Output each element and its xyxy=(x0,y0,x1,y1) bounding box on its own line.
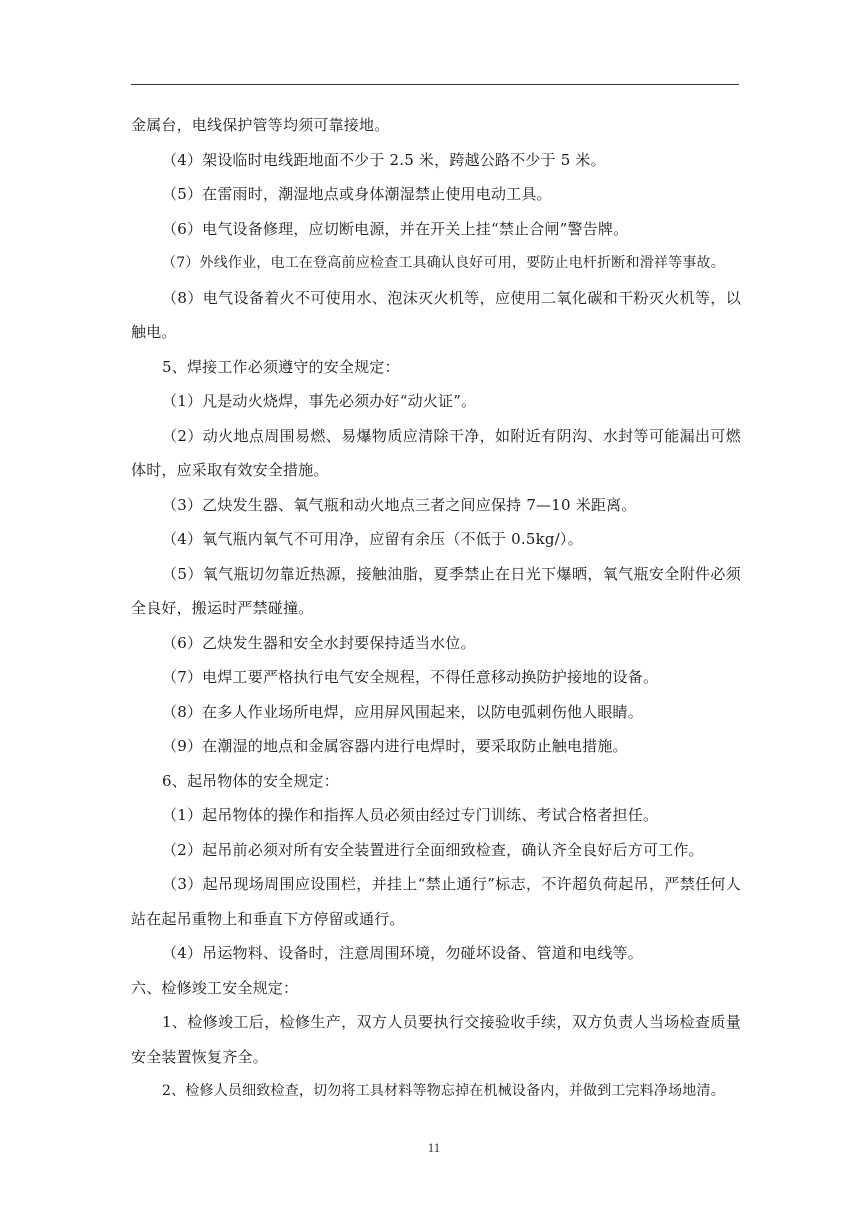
text-line: （3）乙炔发生器、氧气瓶和动火地点三者之间应保持 7—10 米距离。 xyxy=(162,495,637,514)
document-body xyxy=(131,108,741,1109)
text-line: 体时，应采取有效安全措施。 xyxy=(131,461,329,479)
text-line: （1）起吊物体的操作和指挥人员必须由经过专门训练、考试合格者担任。 xyxy=(162,806,659,824)
text-line: 全良好，搬运时严禁碰撞。 xyxy=(131,599,314,617)
text-line: 安全装置恢复齐全。 xyxy=(131,1047,268,1066)
page-number: 11 xyxy=(427,1140,441,1155)
text-line: （5）在雷雨时，潮湿地点或身体潮湿禁止使用电动工具。 xyxy=(162,185,552,203)
header-rule xyxy=(131,84,739,85)
text-line: 2、检修人员细致检查，切勿将工具材料等物忘掉在机械设备内，并做到工完料净场地清。 xyxy=(162,1083,725,1099)
text-line: （2）起吊前必须对所有安全装置进行全面细致检查，确认齐全良好后方可工作。 xyxy=(162,840,704,859)
text-line: （7）电焊工要严格执行电气安全规程，不得任意移动换防护接地的设备。 xyxy=(162,668,659,686)
text-line: 6、起吊物体的安全规定： xyxy=(162,771,339,790)
text-line: （4）氧气瓶内氧气不可用净，应留有余压（不低于 0.5kg/）。 xyxy=(162,530,583,548)
text-line: 六、检修竣工安全规定： xyxy=(131,978,299,997)
text-line: 触电。 xyxy=(131,323,177,341)
text-line: （6）电气设备修理，应切断电源，并在开关上挂“禁止合闸”警告牌。 xyxy=(162,219,629,238)
text-line: （6）乙炔发生器和安全水封要保持适当水位。 xyxy=(162,633,476,652)
text-line: 5、焊接工作必须遵守的安全规定： xyxy=(162,357,400,376)
text-line: 1、检修竣工后，检修生产，双方人员要执行交接验收手续，双方负责人当场检查质量 xyxy=(162,1013,741,1031)
text-line: （7）外线作业，电工在登高前应检查工具确认良好可用，要防止电杆折断和滑祥等事故。 xyxy=(162,255,725,271)
text-line: （8）在多人作业场所电焊，应用屏风围起来，以防电弧刺伤他人眼睛。 xyxy=(162,702,643,721)
text-line: （3）起吊现场周围应设围栏，并挂上“禁止通行”标志，不许超负荷起吊，严禁任何人 xyxy=(162,875,741,893)
text-line: （9）在潮湿的地点和金属容器内进行电焊时，要采取防止触电措施。 xyxy=(162,737,628,755)
text-line: （4）架设临时电线距地面不少于 2.5 米，跨越公路不少于 5 米。 xyxy=(162,150,606,169)
text-line: （4）吊运物料、设备时，注意周围环境，勿碰坏设备、管道和电线等。 xyxy=(162,944,643,962)
text-line: 站在起吊重物上和垂直下方停留或通行。 xyxy=(131,909,405,928)
text-line: 金属台，电线保护管等均须可靠接地。 xyxy=(131,116,390,134)
text-line: （1）凡是动火烧焊，事先必须办好“动火证”。 xyxy=(162,392,477,410)
text-line: （5）氧气瓶切勿靠近热源，接触油脂，夏季禁止在日光下爆晒，氧气瓶安全附件必须 xyxy=(162,564,741,583)
text-line: （8）电气设备着火不可使用水、泡沫灭火机等，应使用二氧化碳和干粉灭火机等，以 xyxy=(162,288,741,307)
text-line: （2）动火地点周围易燃、易爆物质应清除干净，如附近有阴沟、水封等可能漏出可燃 xyxy=(162,426,741,445)
